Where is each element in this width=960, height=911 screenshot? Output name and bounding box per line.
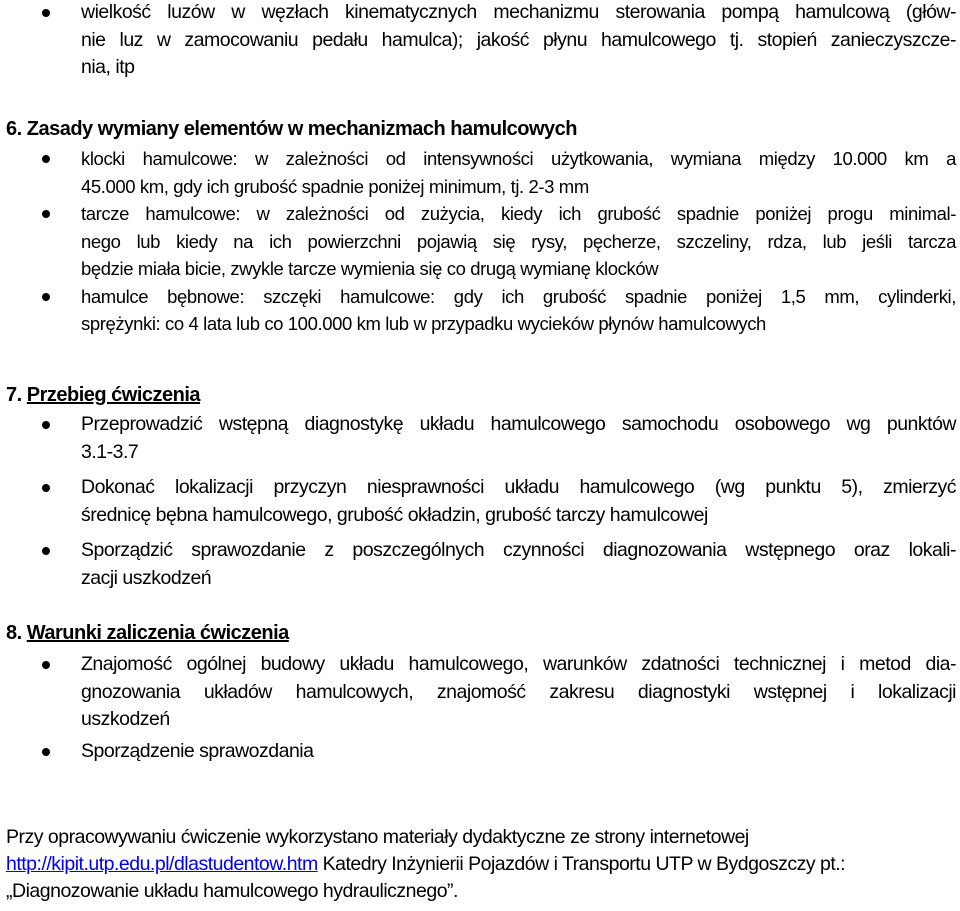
section-6-heading bbox=[6, 116, 577, 143]
text-line: Znajomość ogólnej budowy układu hamulcowego, warunków zdatności technicznej i metod dia- bbox=[81, 653, 956, 675]
section-8-list bbox=[0, 651, 960, 765]
source-link[interactable]: http://kipit.utp.edu.pl/dlastudentow.htm bbox=[6, 853, 318, 875]
text-line: uszkodzeń bbox=[81, 708, 170, 730]
text-line: Przeprowadzić wstępną diagnostykę układu hamulcowego samochodu osobowego wg punktów bbox=[81, 413, 956, 435]
top-list bbox=[0, 0, 960, 82]
source-line bbox=[6, 851, 956, 878]
source-line-rest: Katedry Inżynierii Pojazdów i Transportu UTP w Bydgoszczy pt.: bbox=[317, 853, 846, 875]
text-line: sprężynki: co 4 lata lub co 100.000 km lub w przypadku wycieków płynów hamulcowych bbox=[81, 313, 766, 334]
text-line: Sporządzenie sprawozdania bbox=[81, 739, 314, 762]
text-line: będzie miała bicie, zwykle tarcze wymienia się co drugą wymianę klocków bbox=[81, 258, 659, 279]
section-7-list bbox=[0, 411, 960, 592]
text-line: hamulce bębnowe: szczęki hamulcowe: gdy ich grubość spadnie poniżej 1,5 mm, cylinderki, bbox=[81, 285, 956, 307]
bullet-icon bbox=[42, 484, 50, 492]
text-line: zacji uszkodzeń bbox=[81, 566, 212, 589]
bullet-icon bbox=[42, 547, 50, 555]
list-item bbox=[0, 411, 960, 466]
bullet-icon bbox=[42, 421, 50, 429]
section-number: 7. bbox=[6, 384, 22, 406]
text-line: nego lub kiedy na ich powierzchni pojawią się rysy, pęcherze, szczeliny, rdza, lub jeśli tarcza bbox=[81, 230, 956, 252]
list-item bbox=[0, 651, 960, 734]
section-title: Warunki zaliczenia ćwiczenia bbox=[26, 622, 289, 644]
section-8-heading bbox=[6, 620, 289, 647]
list-item bbox=[0, 474, 960, 529]
list-item bbox=[0, 738, 960, 766]
list-item bbox=[0, 0, 960, 82]
source-line: „Diagnozowanie układu hamulcowego hydraulicznego”. bbox=[6, 880, 458, 902]
section-title: Przebieg ćwiczenia bbox=[26, 384, 201, 406]
text-line: Dokonać lokalizacji przyczyn niesprawności układu hamulcowego (wg punktu 5), zmierzyć bbox=[81, 476, 956, 498]
bullet-icon bbox=[42, 661, 50, 669]
text-line: tarcze hamulcowe: w zależności od zużycia, kiedy ich grubość spadnie poniżej progu minimal- bbox=[81, 203, 956, 224]
text-line: nie luz w zamocowaniu pedału hamulca); jakość płynu hamulcowego tj. stopień zanieczyszcze- bbox=[81, 28, 956, 51]
section-title: Zasady wymiany elementów w mechanizmach hamulcowych bbox=[26, 118, 578, 140]
section-7-heading bbox=[6, 382, 200, 409]
text-line: wielkość luzów w węzłach kinematycznych mechanizmu sterowania pompą hamulcową (głów- bbox=[81, 1, 956, 23]
bullet-icon bbox=[42, 9, 50, 17]
bullet-icon bbox=[42, 155, 50, 163]
bullet-icon bbox=[42, 210, 50, 218]
source-note bbox=[6, 824, 956, 905]
text-line: gnozowania układów hamulcowych, znajomość zakresu diagnostyki wstępnej i lokalizacji bbox=[81, 680, 956, 703]
text-line: 45.000 km, gdy ich grubość spadnie poniżej minimum, tj. 2-3 mm bbox=[81, 175, 589, 197]
source-line: Przy opracowywaniu ćwiczenie wykorzystano materiały dydaktyczne ze strony internetowej bbox=[6, 826, 749, 848]
text-line: nia, itp bbox=[81, 56, 135, 78]
list-item bbox=[0, 200, 960, 283]
section-6-list bbox=[0, 145, 960, 338]
list-item bbox=[0, 145, 960, 200]
list-item bbox=[0, 283, 960, 338]
text-line: klocki hamulcowe: w zależności od intensywności użytkowania, wymiana między 10.000 km a bbox=[81, 148, 956, 169]
bullet-icon bbox=[42, 748, 50, 756]
section-number: 8. bbox=[6, 622, 22, 644]
text-line: Sporządzić sprawozdanie z poszczególnych czynności diagnozowania wstępnego oraz lokali- bbox=[81, 539, 956, 561]
section-number: 6. bbox=[6, 118, 22, 140]
text-line: średnicę bębna hamulcowego, grubość okładzin, grubość tarczy hamulcowej bbox=[81, 503, 708, 526]
text-line: 3.1-3.7 bbox=[81, 440, 139, 463]
list-item bbox=[0, 537, 960, 592]
bullet-icon bbox=[42, 293, 50, 301]
